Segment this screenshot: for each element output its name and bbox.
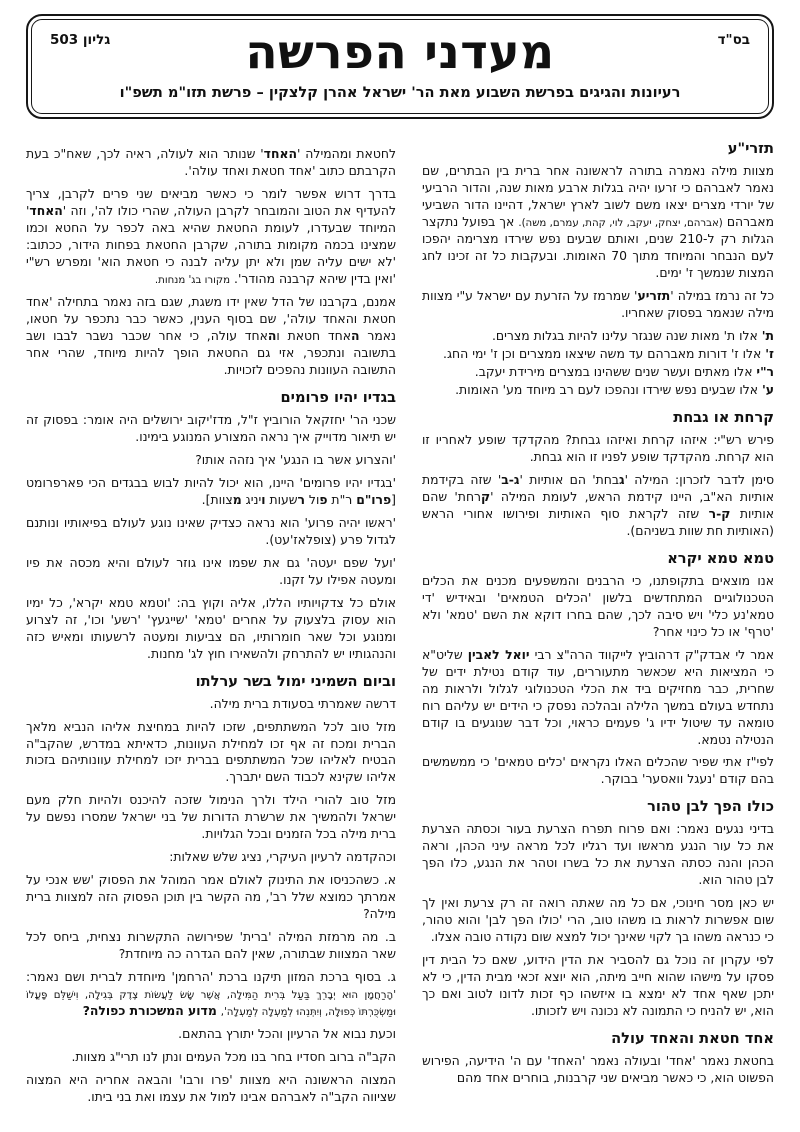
section-heading: וביום השמיני ימול בשר ערלתו [195, 672, 396, 690]
paragraph: הקב"ה ברוב חסדיו בחר בנו מכל העמים ונתן לנו תרי"ג מצוות. [71, 1049, 396, 1065]
section-heading: תזרי"ע [727, 139, 774, 157]
masthead-frame [26, 14, 774, 119]
paragraph: דרשה שאמרתי בסעודת ברית מילה. [209, 695, 396, 711]
paragraph: 'בגדיו יהיו פרומים' היינו, הוא יכול להיות לבוש בבגדים הכי פארפרומט [פרו"ם ר"ת פול רשעות ויניג מצוות]. [26, 474, 396, 507]
paragraph: בדרך דרוש אפשר לומר כי כאשר מביאים שני פרים לקרבן, צריך להעדיף את הטוב והמובחר לקרבן העולה, שהרי כולו לה', וזה 'האחד' המיוחד שבעדרו, לעומת החטאת שהיא באה לכפר על החטא וכמו שמצינו בכמה מקומות בתורה, שקרבן החטאת בפחות הידור, ככתוב: 'לא ישים עליה שמן ולא יתן עליה לבנה כי חטאת הוא' ומפרש רש"י 'ואין בדין שיהא קרבנה מהודר'. מקורו בג' מנחות. [26, 185, 396, 286]
section-heading: אחד חטאת והאחד עולה [611, 1030, 774, 1048]
page-title: מעדני הפרשה [245, 25, 555, 80]
issue-number-label: גליון 503 [50, 32, 111, 48]
paragraph: המצוה הראשונה היא מצוות 'פרו ורבו' והבאה אחריה היא המצוה שציווה הקב"ה לאברהם אבינו למול את עצמו ואת בני ביתו. [26, 1072, 396, 1105]
paragraph: יש כאן מסר חינוכי, אם כל מה שאתה רואה זה רק צרעת ואין לך שום אפשרות לראות בו משהו טוב, הרי 'כולו הפך לבן' והוא טהור, כי כנראה משהו בך לקוי שאינך יכול למצא שום נקודה טובה אצלו. [422, 895, 774, 945]
paragraph: ת' אלו ת' מאות שנה שנגזר עלינו להיות בגלות מצרים. [491, 327, 774, 343]
paragraph: ר"י אלו מאתים ועשר שנים ששהינו במצרים מירידת יעקב. [474, 363, 774, 379]
column-right [422, 140, 774, 1093]
paragraph: כל זה נרמז במילה 'תזריע' שמרמז על הזרעת עם ישראל ע"י מצוות מילה שנאמר בפסוק שאחריו. [422, 287, 774, 320]
section-heading: טמא טמא יקרא [667, 549, 774, 567]
paragraph: ז' אלו ז' דורות מאברהם עד משה שיצאו ממצרים וכן ז' ימי החג. [443, 345, 774, 361]
paragraph: מזל טוב לכל המשתתפים, שזכו להיות במחיצת אליהו הנביא מלאך הברית ומכח זה אף זכו למחילת העוונות, כדאיתא במדרש, שהקב"ה הבטיח לאליהו שכל המשתתפים בברית יזכו למחילת עוונותיהם בזכות אליהו שקינא לכבוד השם יתברך. [26, 718, 396, 785]
paragraph: לפי עקרון זה נוכל גם להסביר את הדין הידוע, שאם כל הבית דין פסקו על מישהו שהוא חייב מיתה, הוא יוצא זכאי מבית הדין, כי לא יתכן שאף אחד לא ימצא בו איזשהו כף זכות לדונו לטוב ואם כך הוא, יש להניח כי התמונה לא נכונה ויש לזכותו. [422, 952, 774, 1019]
paragraph: אמר לי אבדק"ק דרהוביץ לייקווד הרה"צ רבי יואל לאבין שליט"א כי המציאות היא שכאשר מתעוררים, עוד קודם נטילת ידים של שחרית, כבר מחזיקים ביד את הכלי הטכנולוגי לגלול ולראות מה נתחדש בעולם במשך הלילה ובהלכה נפסק כי הידים יש עליהם רוח טומאה עד שיטול ידיו ג' פעמים כראוי, וכל דבר שנוגעים בו קודם הנטילה נטמא. [422, 646, 774, 747]
section-heading: קרחת או גבחת [673, 408, 774, 426]
paragraph: פירש רש"י: איזהו קרחת ואיזהו גבחת? מהקדקד שופע לאחריו זו הוא קרחת. מהקדקד שופע לפניו זו הוא גבחת. [422, 431, 774, 464]
paragraph: סימן לדבר לזכרון: המילה 'גבחת' הם אותיות 'ג-ב' שזה בקידמת אותיות הא"ב, היינו קידמת הראש, לעומת המילה 'קרחת' שהם אותיות ק-ר שזה לקראת סוף האותיות ופירושו אחורי הראש (האותיות חת שוות בשניהם). [422, 471, 774, 538]
paragraph: 'והצרוע אשר בו הנגע' איך נזהה אותו? [195, 451, 396, 467]
paragraph: בדיני נגעים נאמר: ואם פרוח תפרח הצרעת בעור וכסתה הצרעת את כל עור הנגע מראשו ועד רגליו לכל מראה עיני הכהן, וראה הכהן והנה כסתה הצרעת את כל בשרו וטהר את הנגע, כלו הפך לבן טהור הוא. [422, 821, 774, 888]
paragraph: 'ועל שפם יעטה' גם את שפמו אינו גוזר לעולם והיא מכסה את פיו ומעטה אפילו על זקנו. [26, 554, 396, 587]
paragraph: ג. בסוף ברכת המזון תיקנו ברכת 'הרחמן' מיוחדת לברית ושם נאמר: 'הָרַחֲמָן הוּא יְבָרֵךְ בַּעַל בְּרִית הַמִּילָה, אֲשֶׁר שָׂשׂ לַעֲשׂוֹת צֶדֶק בְּגִילָה, וִישַׁלֵּם פָּעֳלוֹ וּמַשְׂכֻּרְתּוֹ כְּפוּלָה, וְיִתְּנֵהוּ לְמַעְלָה לְמַעְלָה', מדוע המשכורת כפולה? [26, 969, 396, 1019]
paragraph: אנו מוצאים בתקופתנו, כי הרבנים והמשפעים מכנים את הכלים הטכנולוגיים המתחדשים בלשון 'הכלים הטמאים' ובאידיש 'די טמא'נע כלי' ויש סיבה לכך, שהם בחרו דוקא את השם 'טמא' ולא 'טרף' או כל כינוי אחר? [422, 572, 774, 639]
paragraph: אמנם, בקרבנו של הדל שאין ידו משגת, שגם בזה נאמר בתחילה 'אחד חטאת והאחד עולה', שם בסוף הענין, כאשר כבר נתכפר על חטאו, נאמר האחד חטאת והאחד עולה, כי אחר שכבר נשבר לבבו ושב בתשובה ונתכפר, אזי גם החטאת הופך להיות מיוחד, שהרי אחר התשובה העוונות נהפכים לזכויות. [26, 293, 396, 377]
paragraph: 'ראשו יהיה פרוע' הוא נראה כצדיק שאינו נוגע לעולם בפיאותיו ונותנם לגדול פרע (צופלאז'עט). [26, 514, 396, 547]
paragraph: ב. מה מרמזת המילה 'ברית' שפירושה התקשרות נצחית, ביחס לכל שאר המצוות שבתורה, שאין להם הגדרה כה מיוחדת? [26, 929, 396, 962]
paragraph: מזל טוב להורי הילד ולרך הנימול שזכה להיכנס ולהיות חלק מעם ישראל ולהמשיך את שרשרת הדורות של בני ישראל שמסרו נפשם על ברית מילה בכל הזמנים ובכל הגלויות. [26, 792, 396, 842]
paragraph: שכני הר' יחזקאל הורוביץ ז"ל, מדז'יקוב ירושלים היה אומר: בפסוק זה יש תיאור מדוייק איך נראה המצורע המנוגע בימינו. [26, 411, 396, 444]
page-subtitle: רעיונות והגיגים בפרשת השבוע מאת הר' ישראל אהרן קלצקין – פרשת תזו"מ תשפ"ו [119, 83, 681, 101]
paragraph: בחטאת נאמר 'אחד' ובעולה נאמר 'האחד' עם ה' הידיעה, הפירוש הפשוט הוא, כי כאשר מביאים שני קרבנות, בוחרים אחד מהם [422, 1053, 774, 1086]
paragraph: ע' אלו שבעים נפש שירדו ונהפכו לעם רב מיוחד מע' האומות. [455, 381, 774, 397]
main-content [26, 140, 774, 1112]
paragraph: אולם כל צדקויותיו הללו, אליה וקוץ בה: 'וטמא טמא יקרא', כל ימיו הוא עסוק בלצעוק על אחרים 'טמא' 'שייגעץ' 'רשע' וכו', זה לצרוע ומנוגע וכל שאר חומרותיו, הם צביעות ומעטה לרשעותו ומאיש כזה והנהגותיו יש להתרחק ולהשאירו חוץ לג' מחנות. [26, 594, 396, 661]
bsd-label: בס"ד [717, 32, 750, 48]
section-heading: בגדיו יהיו פרומים [280, 388, 396, 406]
paragraph: א. כשהכניסו את התינוק לאולם אמר המוהל את הפסוק 'שש אנכי על אמרתך כמוצא שלל רב', מה הקשר בין תוכן הפסוק הזה למצוות ברית מילה? [26, 872, 396, 922]
paragraph: וכהקדמה לרעיון העיקרי, נציג שלש שאלות: [169, 849, 396, 865]
paragraph: מצוות מילה נאמרה בתורה לראשונה אחר ברית בין הבתרים, שם נאמר לאברהם כי זרעו יהיה בגלות ארבע מאות שנה, והדור הרביעי של יורדי מצרים יצאו משם לשוב לארץ ישראל, דהיינו הדור השביעי מאברהם (אברהם, יצחק, יעקב, לוי, קהת, עמרם, משה). אך בפועל נתקצר הגלות רק ל-210 שנים, ואותם שבעים נפש שירדו מצרימה יהפכו לעם הנבחר והמיוחד מתוך 70 האומות. ובעקבות כל זה זכינו לחג המצות שנמשך ז' ימים. [422, 162, 774, 280]
masthead [31, 19, 769, 114]
section-heading: כולו הפך לבן טהור [647, 798, 774, 816]
paragraph: לחטאת ומהמילה 'האחד' שנותר הוא לעולה, ראיה לכך, שאח"כ בעת הקרבתם כתוב 'אחד חטאת ואחד עולה'. [26, 145, 397, 178]
paragraph: וכעת נבוא אל הרעיון והכל יתורץ בהתאם. [178, 1026, 396, 1042]
paragraph: לפי"ז אתי שפיר שהכלים האלו נקראים 'כלים טמאים' כי ממשמשים בהם קודם 'נעגל וואסער' בבוקר. [422, 754, 774, 787]
column-left [26, 140, 396, 1112]
